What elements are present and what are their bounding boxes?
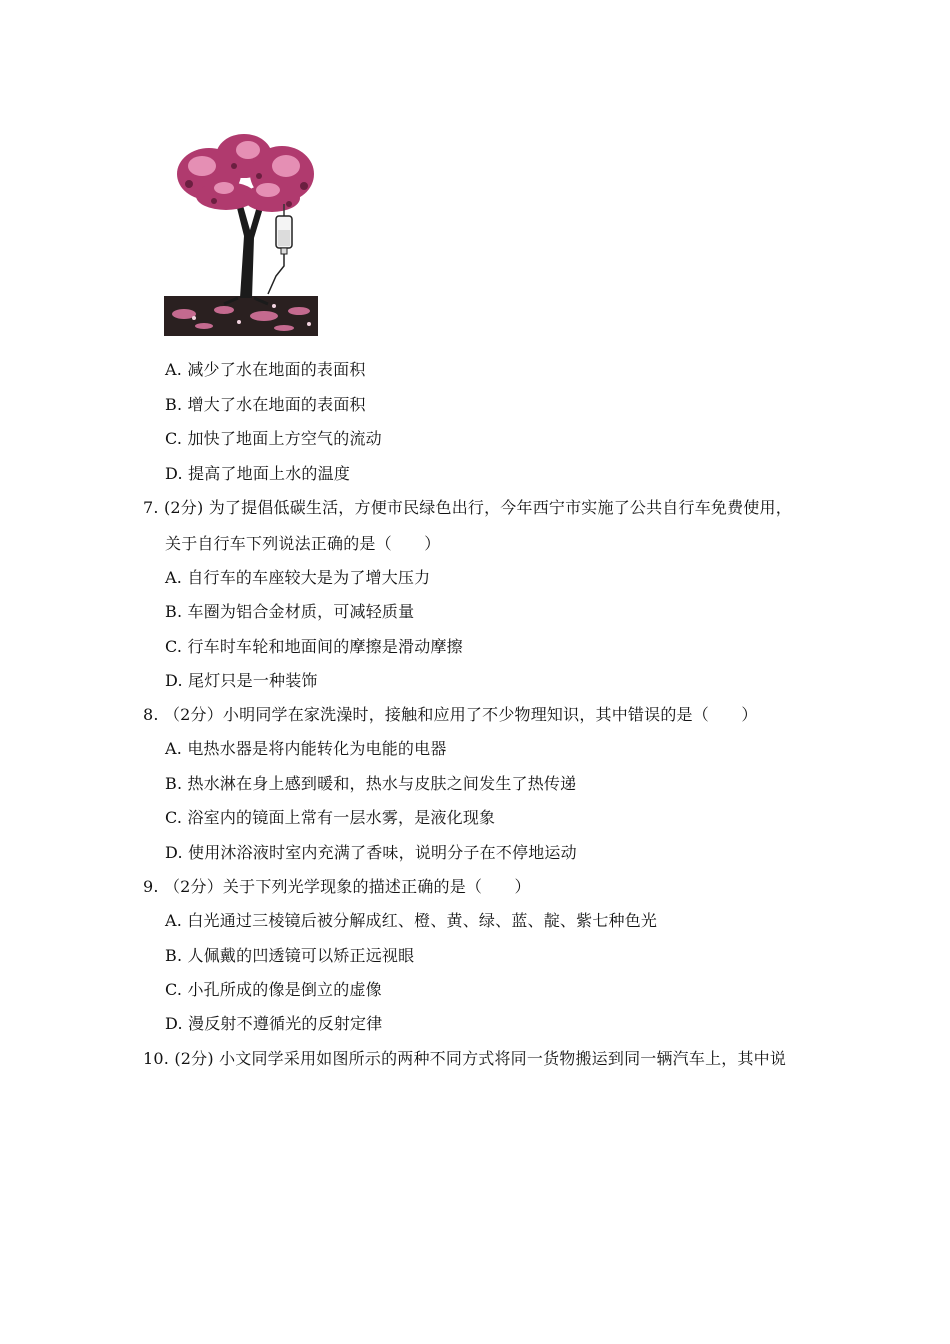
q8-option-b: B. 热水淋在身上感到暖和，热水与皮肤之间发生了热传递 xyxy=(165,774,577,793)
q10-stem: 10. (2分) 小文同学采用如图所示的两种不同方式将同一货物搬运到同一辆汽车上，其中说 xyxy=(143,1049,787,1068)
q9-stem: 9. （2分）关于下列光学现象的描述正确的是（ ） xyxy=(143,877,531,896)
q8-option-d: D. 使用沐浴液时室内充满了香味，说明分子在不停地运动 xyxy=(165,843,577,862)
q7-option-a: A. 自行车的车座较大是为了增大压力 xyxy=(165,568,431,587)
q7-option-b: B. 车圈为铝合金材质，可减轻质量 xyxy=(165,602,415,621)
q6-option-b: B. 增大了水在地面的表面积 xyxy=(165,395,366,414)
q8-option-c: C. 浴室内的镜面上常有一层水雾，是液化现象 xyxy=(165,808,496,827)
q6-option-c: C. 加快了地面上方空气的流动 xyxy=(165,429,382,448)
q6-option-d: D. 提高了地面上水的温度 xyxy=(165,464,351,483)
q9-option-c: C. 小孔所成的像是倒立的虚像 xyxy=(165,980,382,999)
q9-option-a: A. 白光通过三棱镜后被分解成红、橙、黄、绿、蓝、靛、紫七种色光 xyxy=(165,911,658,930)
q8-option-a: A. 电热水器是将内能转化为电能的电器 xyxy=(165,739,447,758)
q7-stem-line1: 7. (2分) 为了提倡低碳生活，方便市民绿色出行，今年西宁市实施了公共自行车免费使用， xyxy=(143,498,792,517)
q7-option-d: D. 尾灯只是一种装饰 xyxy=(165,671,318,690)
q8-stem: 8. （2分）小明同学在家洗澡时，接触和应用了不少物理知识，其中错误的是（ ） xyxy=(143,705,758,724)
q6-option-a: A. 减少了水在地面的表面积 xyxy=(165,360,366,379)
q7-stem-line2: 关于自行车下列说法正确的是（ ） xyxy=(165,534,441,553)
tree-with-iv-drip-bag-illustration xyxy=(164,126,318,336)
q7-option-c: C. 行车时车轮和地面间的摩擦是滑动摩擦 xyxy=(165,637,463,656)
q9-option-d: D. 漫反射不遵循光的反射定律 xyxy=(165,1014,383,1033)
q9-option-b: B. 人佩戴的凹透镜可以矫正远视眼 xyxy=(165,946,415,965)
